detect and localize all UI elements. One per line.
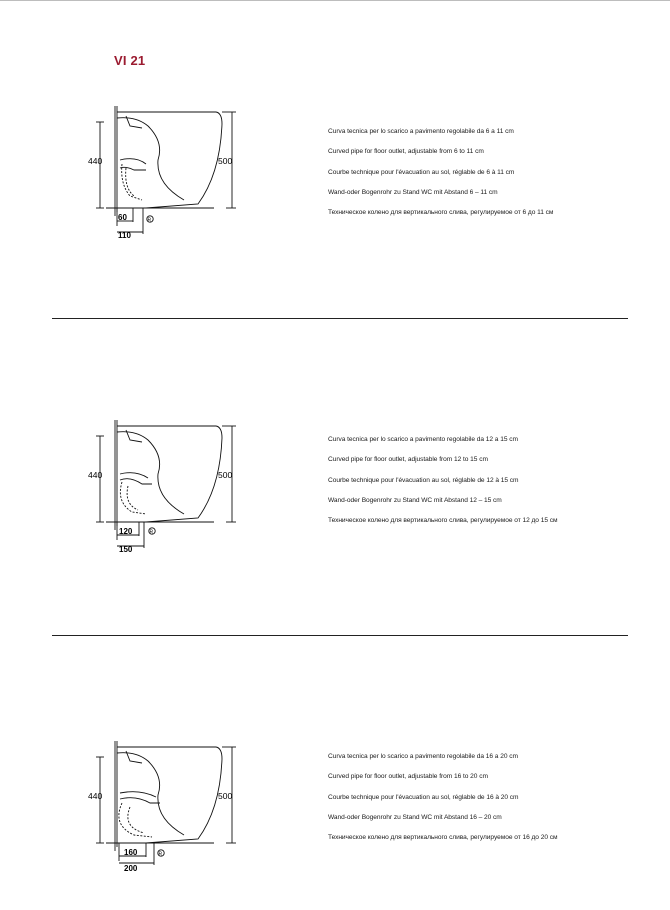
section-divider	[52, 318, 628, 319]
description-fr: Courbe technique pour l'évacuation au sol, réglable de 6 à 11 cm	[328, 168, 515, 176]
section-divider	[52, 635, 628, 636]
description-it: Curva tecnica per lo scarico a pavimento regolabile da 12 a 15 cm	[328, 436, 518, 443]
registered-mark: R	[149, 529, 154, 536]
dim-inner: 60	[118, 213, 127, 222]
description-list	[328, 430, 648, 531]
dim-total-height: 500	[218, 470, 233, 480]
dim-outer: 150	[119, 545, 133, 554]
description-de: Wand-oder Bogenrohr zu Stand WC mit Abstand 6 – 11 cm	[328, 188, 498, 196]
dim-inner: 120	[119, 527, 133, 536]
toilet-side-drawing	[86, 739, 246, 889]
dim-total-height: 500	[218, 156, 233, 166]
top-border	[0, 0, 670, 1]
registered-mark: R	[158, 851, 163, 858]
description-ru: Техническое колено для вертикального слива, регулируемое от 6 до 11 см	[328, 209, 554, 217]
dim-height: 440	[88, 791, 103, 801]
dim-height: 440	[88, 470, 103, 480]
description-ru: Техническое колено для вертикального слива, регулируемое от 16 до 20 см	[328, 834, 558, 842]
description-ru: Техническое колено для вертикального слива, регулируемое от 12 до 15 см	[328, 517, 558, 525]
description-en: Curved pipe for floor outlet, adjustable from 12 to 15 cm	[328, 456, 488, 464]
description-en: Curved pipe for floor outlet, adjustable from 16 to 20 cm	[328, 773, 488, 781]
toilet-side-drawing	[86, 104, 246, 254]
dim-total-height: 500	[218, 791, 233, 801]
description-it: Curva tecnica per lo scarico a pavimento regolabile da 16 a 20 cm	[328, 753, 518, 760]
toilet-side-drawing	[86, 418, 246, 568]
description-fr: Courbe technique pour l'évacuation au sol, réglable de 12 à 15 cm	[328, 476, 519, 484]
dim-inner: 160	[124, 848, 138, 857]
dim-outer: 110	[118, 231, 131, 240]
description-list	[328, 747, 648, 848]
description-de: Wand-oder Bogenrohr zu Stand WC mit Abstand 16 – 20 cm	[328, 813, 502, 821]
description-list	[328, 122, 648, 223]
dim-height: 440	[88, 156, 103, 166]
description-fr: Courbe technique pour l'évacuation au sol, réglable de 16 à 20 cm	[328, 793, 519, 801]
description-it: Curva tecnica per lo scarico a pavimento regolabile da 6 a 11 cm	[328, 128, 514, 135]
model-title: VI 21	[114, 53, 146, 68]
registered-mark: R	[147, 217, 152, 224]
description-en: Curved pipe for floor outlet, adjustable from 6 to 11 cm	[328, 148, 484, 156]
description-de: Wand-oder Bogenrohr zu Stand WC mit Abstand 12 – 15 cm	[328, 496, 502, 504]
dim-outer: 200	[124, 864, 138, 873]
